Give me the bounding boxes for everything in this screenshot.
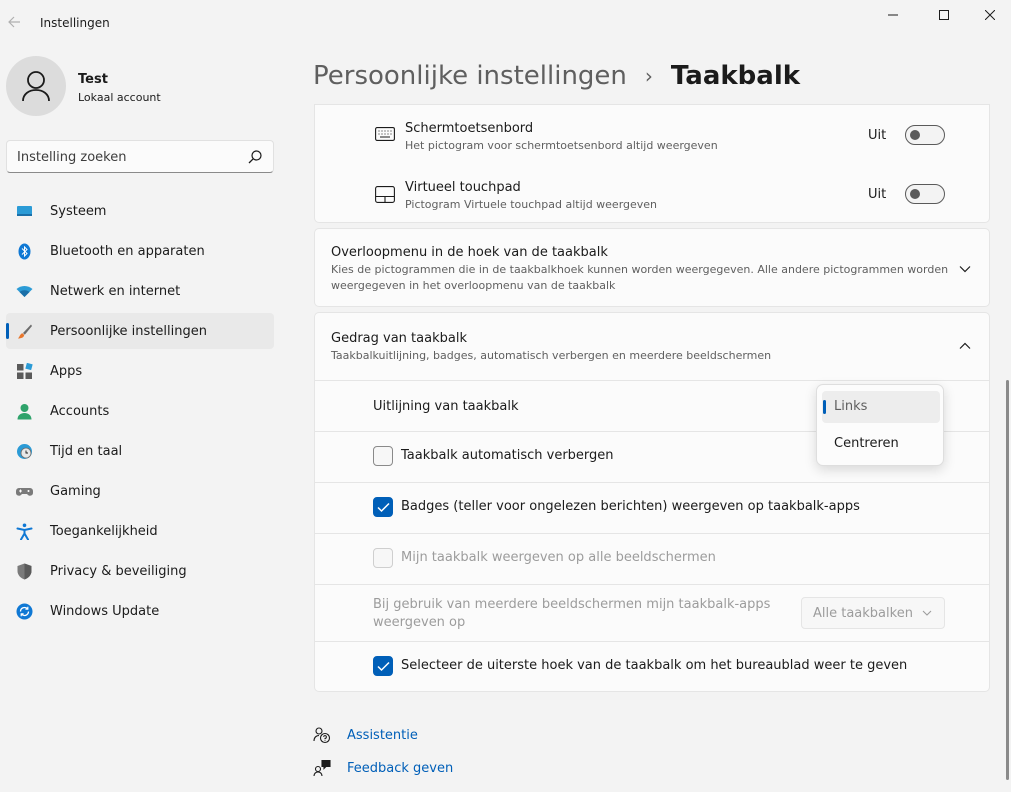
sidebar-item-label: Toegankelijkheid: [50, 523, 158, 539]
shield-icon: [16, 563, 33, 580]
badges-label[interactable]: Badges (teller voor ongelezen berichten) weergeven op taakbalk-apps: [401, 499, 860, 514]
title-bar: [0, 0, 1011, 46]
sidebar-item-label: Netwerk en internet: [50, 283, 181, 299]
search-box[interactable]: [6, 140, 274, 173]
update-icon: [16, 603, 33, 620]
sidebar-nav: [6, 193, 274, 633]
checkmark-icon: [377, 502, 390, 513]
sidebar-item-accounts[interactable]: [6, 393, 274, 429]
multi-display-dropdown-value: Alle taakbalken: [813, 606, 913, 621]
paintbrush-icon: [16, 323, 33, 340]
user-profile[interactable]: [6, 56, 276, 116]
touchpad-toggle-state: Uit: [868, 187, 887, 202]
sidebar-item-persoonlijke-instellingen[interactable]: [6, 313, 274, 349]
help-person-icon: [313, 726, 331, 744]
autohide-label[interactable]: Taakbalk automatisch verbergen: [401, 448, 614, 463]
bluetooth-icon: [16, 243, 33, 260]
keyboard-title: Schermtoetsenbord: [405, 121, 534, 136]
alignment-dropdown-menu: [816, 384, 944, 466]
alignment-label: Uitlijning van taakbalk: [373, 399, 519, 414]
taskbar-behavior-card: [314, 312, 990, 692]
keyboard-subtitle: Het pictogram voor schermtoetsenbord altijd weergeven: [405, 139, 718, 152]
divider: [315, 482, 989, 483]
sidebar-item-netwerk[interactable]: [6, 273, 274, 309]
sidebar-item-tijd-en-taal[interactable]: [6, 433, 274, 469]
profile-account-type: Lokaal account: [78, 91, 161, 104]
sidebar-item-apps[interactable]: [6, 353, 274, 389]
sidebar-item-label: Privacy & beveiliging: [50, 563, 187, 579]
multi-display-label-line1: Bij gebruik van meerdere beeldschermen mijn taakbalk-apps: [373, 597, 771, 612]
wifi-icon: [16, 283, 33, 300]
chevron-up-icon[interactable]: [958, 339, 972, 353]
corner-icons-card: [314, 104, 990, 223]
chevron-down-icon[interactable]: [958, 262, 972, 276]
badges-checkbox[interactable]: [373, 497, 393, 517]
arrow-left-icon: [8, 16, 21, 28]
overflow-subtitle-line1: Kies de pictogrammen die in de taakbalkhoek kunnen worden weergegeven. Alle andere pictogrammen worden: [331, 263, 949, 276]
back-button[interactable]: [4, 10, 24, 34]
keyboard-toggle[interactable]: [905, 125, 945, 145]
far-corner-checkbox[interactable]: [373, 656, 393, 676]
feedback-link[interactable]: [313, 757, 453, 779]
overflow-title: Overloopmenu in de hoek van de taakbalk: [331, 245, 608, 260]
all-displays-label: Mijn taakbalk weergeven op alle beeldschermen: [401, 550, 716, 565]
accessibility-icon: [16, 523, 33, 540]
toggle-knob: [910, 189, 920, 199]
autohide-checkbox[interactable]: [373, 446, 393, 466]
page-title: Taakbalk: [670, 61, 801, 91]
touchpad-icon: [375, 186, 395, 203]
profile-name: Test: [78, 72, 108, 87]
sidebar-item-gaming[interactable]: [6, 473, 274, 509]
far-corner-label[interactable]: Selecteer de uiterste hoek van de taakbalk om het bureaublad weer te geven: [401, 658, 908, 673]
person-icon: [16, 403, 33, 420]
close-icon: [985, 10, 995, 20]
checkmark-icon: [377, 661, 390, 672]
app-title: Instellingen: [40, 16, 110, 30]
feedback-icon: [313, 759, 331, 777]
help-link[interactable]: [313, 724, 418, 746]
apps-icon: [16, 363, 33, 380]
alignment-option-centreren[interactable]: [822, 428, 940, 460]
behavior-subtitle: Taakbalkuitlijning, badges, automatisch verbergen en meerdere beeldschermen: [331, 349, 772, 362]
sidebar-item-label: Windows Update: [50, 603, 160, 619]
search-icon[interactable]: [247, 149, 263, 165]
touchpad-subtitle: Pictogram Virtuele touchpad altijd weergeven: [405, 198, 658, 211]
option-label: Centreren: [834, 436, 899, 451]
sidebar-item-windows-update[interactable]: [6, 593, 274, 629]
option-label: Links: [834, 399, 868, 414]
sidebar-item-toegankelijkheid[interactable]: [6, 513, 274, 549]
maximize-button[interactable]: [919, 0, 969, 30]
sidebar-item-label: Tijd en taal: [50, 443, 123, 459]
multi-display-label-line2: weergeven op: [373, 615, 466, 630]
breadcrumb-separator: ›: [644, 64, 653, 88]
sidebar-item-label: Apps: [50, 363, 83, 379]
divider: [315, 641, 989, 642]
toggle-knob: [910, 130, 920, 140]
multi-display-dropdown[interactable]: [801, 597, 945, 629]
breadcrumb: [313, 56, 800, 96]
help-link-label[interactable]: Assistentie: [347, 727, 418, 743]
sidebar-item-systeem[interactable]: [6, 193, 274, 229]
sidebar-item-label: Persoonlijke instellingen: [50, 323, 207, 339]
scrollbar[interactable]: [1006, 380, 1009, 780]
touchpad-title: Virtueel touchpad: [405, 180, 521, 195]
breadcrumb-parent[interactable]: Persoonlijke instellingen: [313, 61, 627, 91]
chevron-down-icon: [922, 608, 932, 618]
sidebar-item-label: Accounts: [50, 403, 110, 419]
sidebar-item-bluetooth[interactable]: [6, 233, 274, 269]
monitor-icon: [16, 203, 33, 220]
keyboard-toggle-state: Uit: [868, 128, 887, 143]
sidebar-item-label: Gaming: [50, 483, 101, 499]
sidebar-item-label: Bluetooth en apparaten: [50, 243, 205, 259]
globe-clock-icon: [16, 443, 33, 460]
maximize-icon: [939, 10, 949, 20]
divider: [315, 380, 989, 381]
behavior-title[interactable]: Gedrag van taakbalk: [331, 331, 467, 346]
sidebar-item-privacy[interactable]: [6, 553, 274, 589]
feedback-link-label[interactable]: Feedback geven: [347, 760, 454, 776]
touchpad-toggle[interactable]: [905, 184, 945, 204]
overflow-subtitle-line2: weergegeven in het overloopmenu van de taakbalk: [331, 279, 616, 292]
overflow-menu-card[interactable]: [314, 228, 990, 307]
user-icon: [21, 70, 51, 102]
minimize-button[interactable]: [868, 0, 918, 30]
alignment-option-links[interactable]: [822, 391, 940, 423]
avatar: [6, 56, 66, 116]
gamepad-icon: [16, 483, 33, 500]
keyboard-icon: [375, 127, 395, 141]
divider: [315, 584, 989, 585]
sidebar-item-label: Systeem: [50, 203, 107, 219]
close-button[interactable]: [965, 0, 1011, 30]
divider: [315, 533, 989, 534]
search-input[interactable]: [17, 147, 237, 167]
all-displays-checkbox[interactable]: [373, 548, 393, 568]
minimize-icon: [888, 10, 898, 20]
